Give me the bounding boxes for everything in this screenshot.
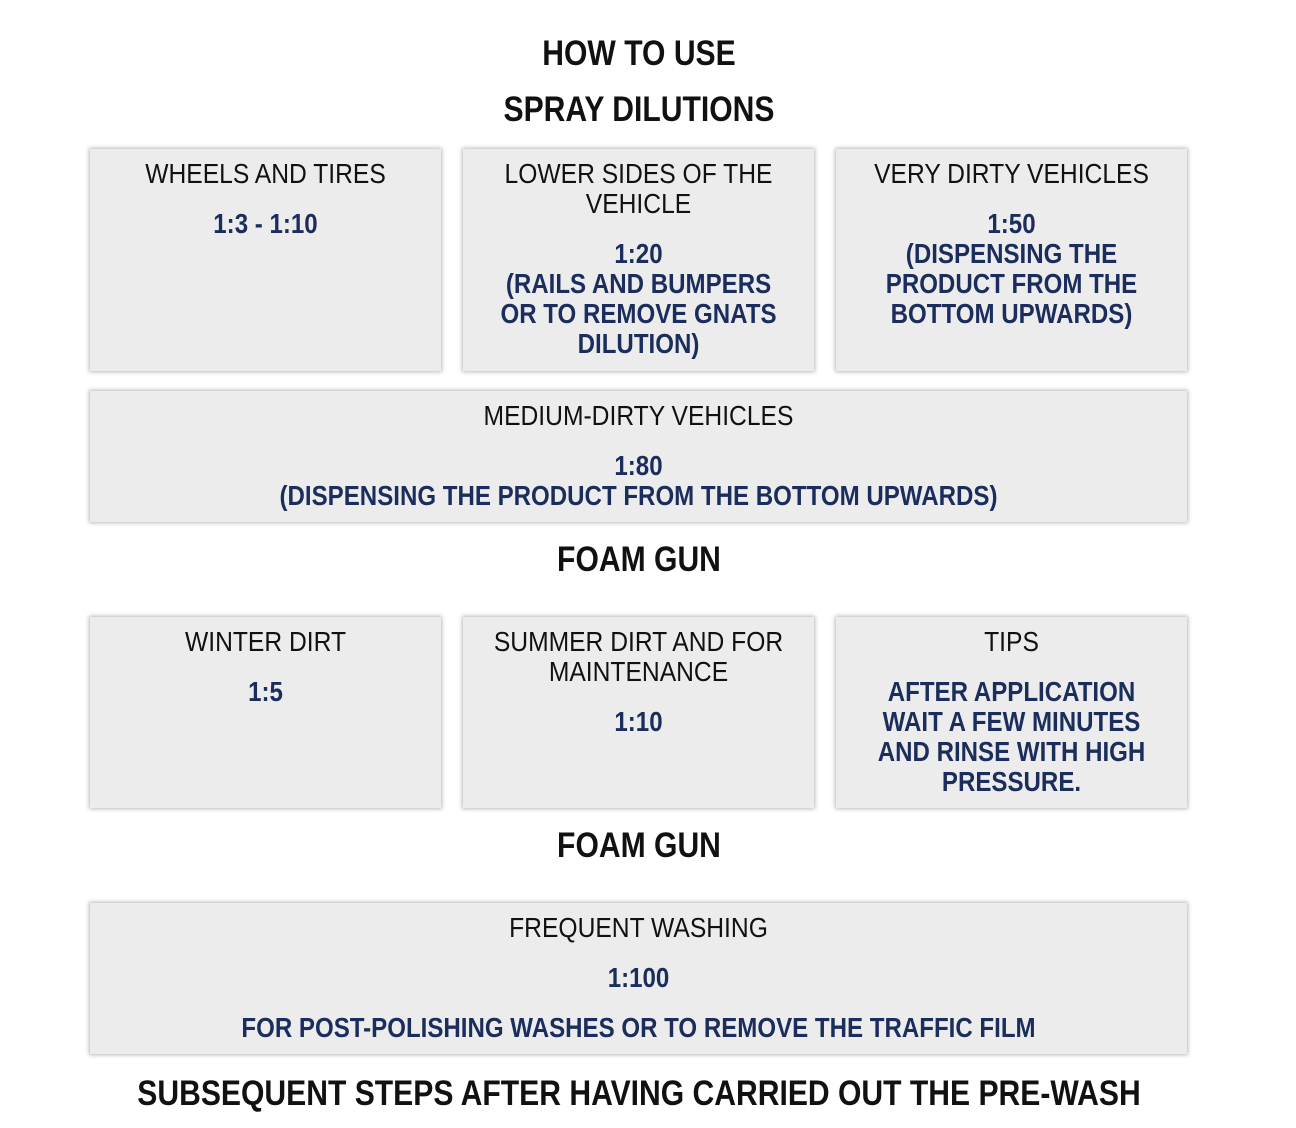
card-dilution-value: 1:80	[614, 450, 663, 481]
subsequent-steps-heading: SUBSEQUENT STEPS AFTER HAVING CARRIED OUT THE PRE-WASH	[137, 1074, 1141, 1113]
page-title: HOW TO USE	[542, 34, 736, 73]
card-title: WINTER DIRT	[184, 626, 347, 657]
card-title: VERY DIRTY VEHICLES	[874, 158, 1149, 189]
foam-gun-heading: FOAM GUN	[557, 540, 721, 579]
card-dilution-value: 1:100	[607, 962, 670, 993]
card-frequent-washing	[90, 903, 1187, 1054]
card-dilution-value: 1:20	[614, 238, 663, 269]
card-title: TIPS	[984, 626, 1039, 657]
spray-dilutions-heading: SPRAY DILUTIONS	[503, 90, 775, 129]
card-tips	[836, 617, 1187, 808]
card-note: (DISPENSING THE PRODUCT FROM THE BOTTOM UPWARDS)	[279, 480, 998, 511]
foam-gun-heading-2: FOAM GUN	[557, 826, 721, 865]
card-title: WHEELS AND TIRES	[145, 158, 386, 189]
card-very-dirty-vehicles	[836, 149, 1187, 371]
card-wheels-and-tires	[90, 149, 441, 371]
card-lower-sides	[463, 149, 814, 371]
card-title: MEDIUM-DIRTY VEHICLES	[483, 400, 794, 431]
card-tips-text: AFTER APPLICATION WAIT A FEW MINUTES AND RINSE WITH HIGH PRESSURE.	[877, 676, 1146, 797]
card-title: LOWER SIDES OF THE VEHICLE	[504, 158, 773, 219]
card-dilution-value: 1:10	[614, 706, 663, 737]
card-winter-dirt	[90, 617, 441, 808]
card-dilution-value: 1:5	[248, 676, 283, 707]
card-note: (DISPENSING THE PRODUCT FROM THE BOTTOM UPWARDS)	[885, 238, 1138, 329]
card-note: FOR POST-POLISHING WASHES OR TO REMOVE THE TRAFFIC FILM	[241, 1012, 1036, 1043]
card-dilution-value: 1:50	[987, 208, 1036, 239]
card-medium-dirty-vehicles	[90, 391, 1187, 522]
card-note: (RAILS AND BUMPERS OR TO REMOVE GNATS DILUTION)	[500, 268, 777, 359]
card-title: FREQUENT WASHING	[509, 912, 768, 943]
card-title: SUMMER DIRT AND FOR MAINTENANCE	[493, 626, 784, 687]
card-dilution-value: 1:3 - 1:10	[213, 208, 318, 239]
card-summer-dirt	[463, 617, 814, 808]
